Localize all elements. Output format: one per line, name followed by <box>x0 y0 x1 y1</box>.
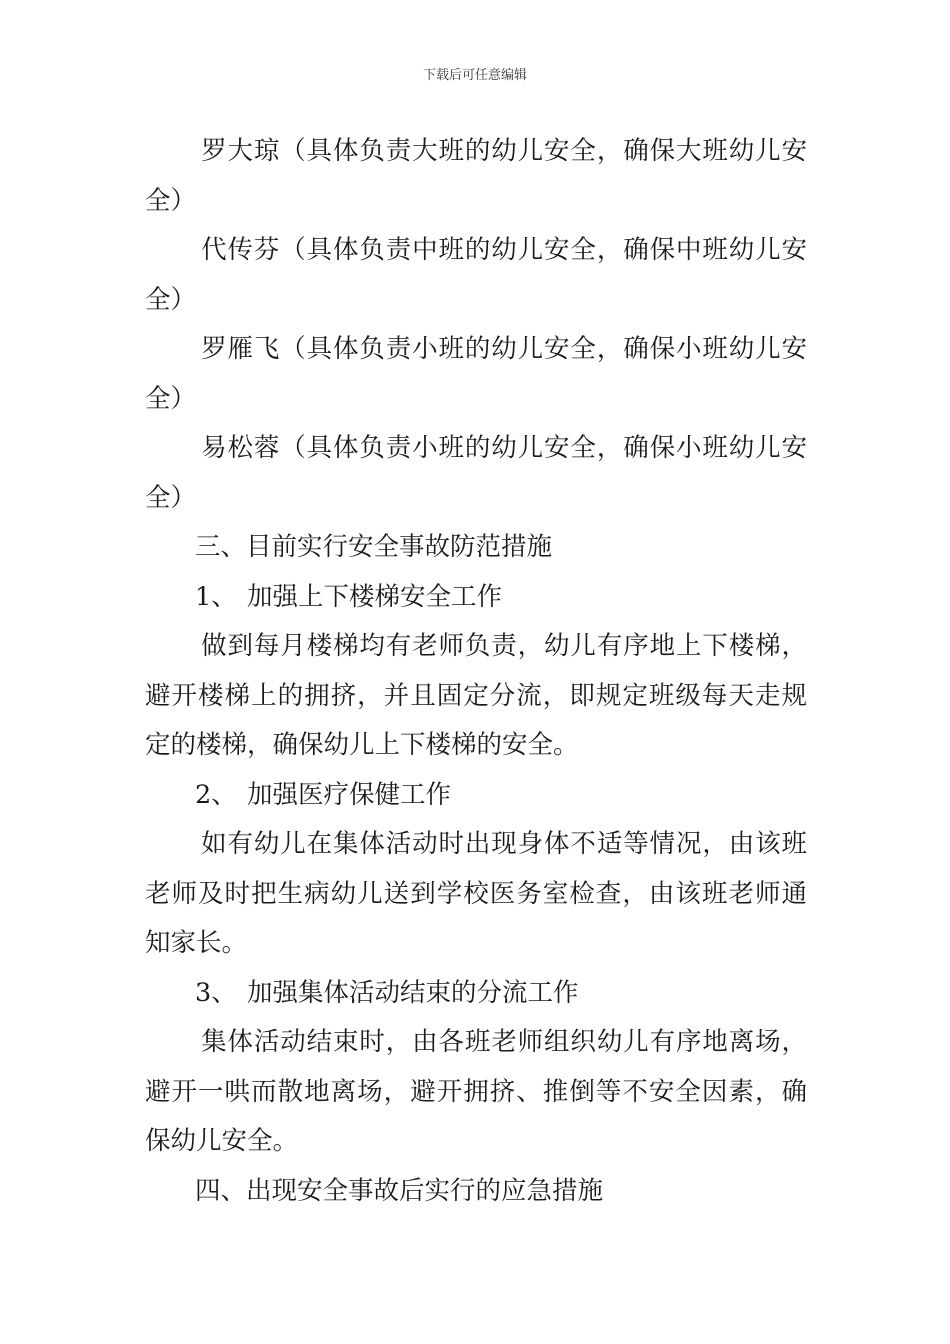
section-3-title: 三、目前实行安全事故防范措施 <box>195 532 553 562</box>
item-2-heading <box>145 771 807 821</box>
item-2-title: 加强医疗保健工作 <box>247 779 452 810</box>
item-3-title: 加强集体活动结束的分流工作 <box>247 977 579 1008</box>
page-header: 下载后可任意编辑 <box>422 68 527 83</box>
item-1-number: 1、 <box>195 581 237 612</box>
staff-assignment-3: 罗雁飞（具体负责小班的幼儿安全，确保小班幼儿安全） <box>145 334 807 414</box>
staff-assignment-4: 易松蓉（具体负责小班的幼儿安全，确保小班幼儿安全） <box>145 433 807 513</box>
staff-assignment-2: 代传芬（具体负责中班的幼儿安全，确保中班幼儿安全） <box>145 235 807 315</box>
document-body <box>145 127 807 1216</box>
staff-assignment-1: 罗大琼（具体负责大班的幼儿安全，确保大班幼儿安全） <box>145 136 807 216</box>
item-3-number: 3、 <box>195 977 237 1008</box>
section-4-title: 四、出现安全事故后实行的应急措施 <box>195 1175 604 1206</box>
item-2-body: 如有幼儿在集体活动时出现身体不适等情况，由该班老师及时把生病幼儿送到学校医务室检查，由该班老师通知家长。 <box>145 829 807 958</box>
item-1-heading <box>145 573 807 623</box>
item-3-body: 集体活动结束时，由各班老师组织幼儿有序地离场，避开一哄而散地离场，避开拥挤、推倒等不安全因素，确保幼儿安全。 <box>145 1027 807 1156</box>
item-3-heading <box>145 969 807 1019</box>
item-1-title: 加强上下楼梯安全工作 <box>247 581 503 612</box>
item-1-body: 做到每月楼梯均有老师负责，幼儿有序地上下楼梯，避开楼梯上的拥挤，并且固定分流，即规定班级每天走规定的楼梯，确保幼儿上下楼梯的安全。 <box>145 631 807 760</box>
item-2-number: 2、 <box>195 779 237 810</box>
